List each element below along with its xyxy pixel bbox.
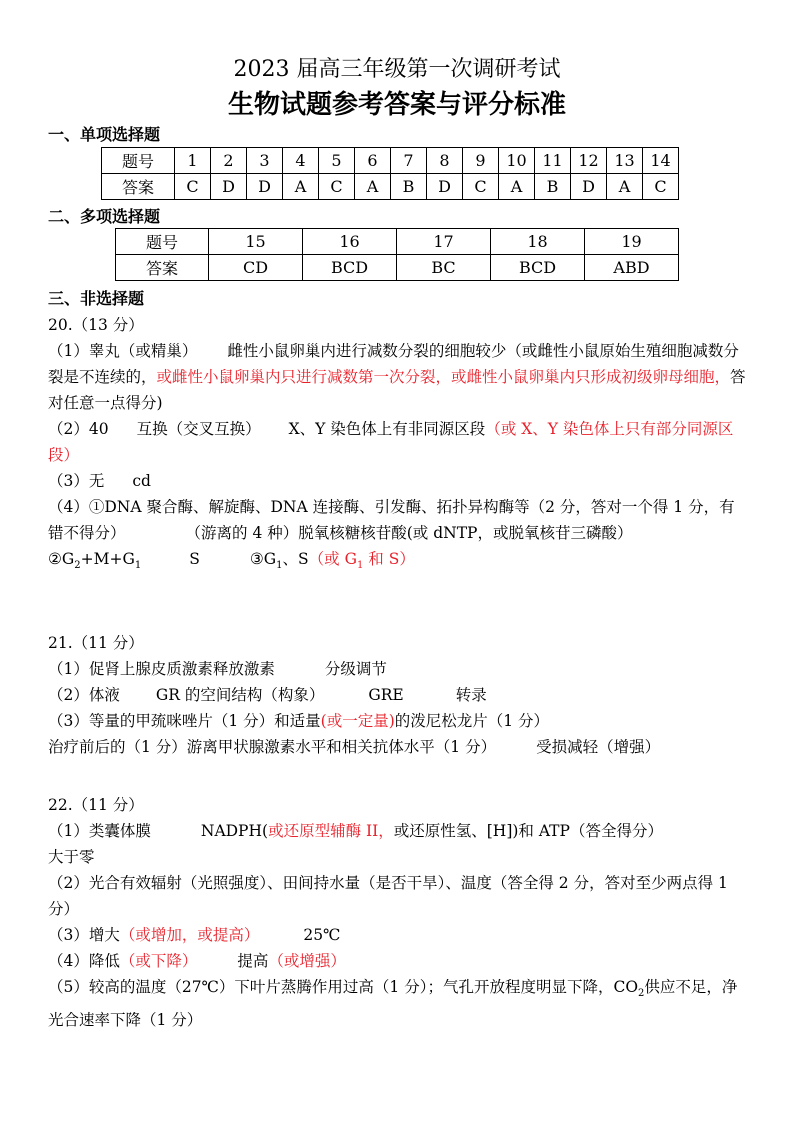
answer-text: 供应不足，净光合速率下降（1 分） <box>48 978 738 1030</box>
table-cell: 19 <box>585 229 679 255</box>
table-cell: 9 <box>463 148 499 174</box>
table-cell: C <box>643 174 679 200</box>
alternative-answer: （或增强） <box>268 952 346 970</box>
table-cell: BCD <box>491 255 585 281</box>
answer-line <box>48 948 748 974</box>
answer-text: ②G <box>48 550 75 568</box>
alternative-answer: 或雌性小鼠卵巢内只进行减数第一次分裂，或雌性小鼠卵巢内只形成初级卵母细胞， <box>156 368 731 386</box>
alternative-answer: （或下降） <box>119 952 198 970</box>
row-label: 答案 <box>116 255 209 281</box>
answer-line <box>48 338 748 416</box>
table-row <box>102 148 679 174</box>
answer-line <box>48 494 748 546</box>
answer-text: 互换（交叉互换） <box>136 420 261 438</box>
answer-line <box>48 708 748 734</box>
table-row <box>116 255 679 281</box>
answer-text: 治疗前后的（1 分）游离甲状腺激素水平和相关抗体水平（1 分） <box>48 738 497 756</box>
table-cell: A <box>607 174 643 200</box>
table-cell: D <box>571 174 607 200</box>
table-cell: 11 <box>535 148 571 174</box>
table-cell: 15 <box>209 229 303 255</box>
alternative-answer: (或一定量) <box>320 712 395 730</box>
row-label: 题号 <box>102 148 175 174</box>
answer-text: （4）降低 <box>48 952 120 970</box>
answer-text: （4）①DNA 聚合酶、解旋酶、DNA 连接酶、引发酶、拓扑异构酶等（2 分，答对一个得 1 分，有错不得分） <box>48 498 735 542</box>
answer-text: （游离的 4 种）脱氧核糖核苷酸(或 dNTP，或脱氧核苷三磷酸） <box>185 524 633 542</box>
answer-text: 和 S） <box>363 550 415 568</box>
answer-text: 雌性小鼠卵巢内进行减数分裂的细胞较少（或雌性小鼠原始生殖细胞减数分裂是不连续的， <box>48 342 739 386</box>
subscript: 1 <box>134 560 142 572</box>
subscript: 2 <box>74 560 81 572</box>
answer-text: 分级调节 <box>324 660 387 678</box>
table-cell: 14 <box>643 148 679 174</box>
answer-text: 提高 <box>237 952 269 970</box>
table-cell: ABD <box>585 255 679 281</box>
table-cell: D <box>211 174 247 200</box>
answer-text: 答对任意一点得分) <box>48 368 746 412</box>
question-20 <box>48 312 748 579</box>
answer-text: cd <box>132 472 151 490</box>
table-cell: A <box>355 174 391 200</box>
question-header: 21.（11 分） <box>48 634 144 652</box>
answer-text: （3）增大 <box>48 926 120 944</box>
alternative-answer: 或还原型辅酶 II， <box>268 822 394 840</box>
answer-text: （1）睾丸（或精巢） <box>48 342 198 360</box>
answer-line <box>48 682 748 708</box>
table-cell: C <box>319 174 355 200</box>
alternative-answer: （或增加，或提高） <box>119 926 260 944</box>
answer-text: （3）等量的甲巯咪唑片（1 分）和适量 <box>48 712 321 730</box>
table-cell: BCD <box>303 255 397 281</box>
answer-line <box>48 974 748 1033</box>
table-cell: 17 <box>397 229 491 255</box>
subscript: 2 <box>638 988 645 1000</box>
table-cell: 8 <box>427 148 463 174</box>
section-heading-single-choice: 一、单项选择题 <box>48 125 161 144</box>
table-cell: 10 <box>499 148 535 174</box>
answer-text: 转录 <box>455 686 487 704</box>
table-cell: 4 <box>283 148 319 174</box>
answer-text: （5）较高的温度（27℃）下叶片蒸腾作用过高（1 分）；气孔开放程度明显下降，CO <box>48 978 639 996</box>
table-cell: 5 <box>319 148 355 174</box>
answer-text: ③G <box>249 550 277 568</box>
alternative-answer: （或 X、Y 染色体上只有部分同源区段） <box>48 420 734 464</box>
table-cell: B <box>391 174 427 200</box>
answer-text: 25℃ <box>303 926 341 944</box>
table-row <box>102 174 679 200</box>
single-choice-table <box>101 147 679 200</box>
answer-line: 大于零 <box>48 848 95 866</box>
table-cell: 1 <box>175 148 211 174</box>
answer-text: 或还原性氢、[H])和 ATP（答全得分） <box>393 822 663 840</box>
subscript: 1 <box>276 560 283 572</box>
subscript: 1 <box>356 560 364 572</box>
table-cell: 16 <box>303 229 397 255</box>
table-cell: C <box>175 174 211 200</box>
table-cell: A <box>283 174 319 200</box>
table-cell: C <box>463 174 499 200</box>
question-header: 22.（11 分） <box>48 796 144 814</box>
table-cell: 13 <box>607 148 643 174</box>
table-cell: B <box>535 174 571 200</box>
answer-text: （2）体液 <box>48 686 120 704</box>
answer-line: （2）光合有效辐射（光照强度）、田间持水量（是否干旱）、温度（答全得 2 分，答对至少两点得 1 分） <box>48 874 728 918</box>
answer-line <box>48 416 748 468</box>
answer-text: 的泼尼松龙片（1 分） <box>394 712 550 730</box>
document-title: 生物试题参考答案与评分标准 <box>227 90 566 120</box>
question-22 <box>48 792 748 1033</box>
row-label: 答案 <box>102 174 175 200</box>
table-cell: 3 <box>247 148 283 174</box>
table-cell: D <box>427 174 463 200</box>
answer-text: （或 G <box>308 550 357 568</box>
answer-line <box>48 546 748 579</box>
answer-line <box>48 818 748 844</box>
table-row <box>116 229 679 255</box>
question-header: 20.（13 分） <box>48 316 144 334</box>
answer-text: （1）类囊体膜 <box>48 822 151 840</box>
section-heading-non-choice: 三、非选择题 <box>48 289 145 308</box>
table-cell: D <box>247 174 283 200</box>
multiple-choice-table <box>115 228 679 281</box>
answer-line <box>48 922 748 948</box>
answer-text: GRE <box>368 686 404 704</box>
table-cell: CD <box>209 255 303 281</box>
question-21 <box>48 630 748 760</box>
answer-text: （1）促肾上腺皮质激素释放激素 <box>48 660 275 678</box>
answer-text: （2）40 <box>48 420 109 438</box>
row-label: 题号 <box>116 229 209 255</box>
answer-line <box>48 734 748 760</box>
table-cell: 6 <box>355 148 391 174</box>
answer-text: S <box>189 550 200 568</box>
answer-text: （3）无 <box>48 472 105 490</box>
answer-text: +M+G <box>80 550 135 568</box>
table-cell: 18 <box>491 229 585 255</box>
table-cell: 2 <box>211 148 247 174</box>
table-cell: 12 <box>571 148 607 174</box>
answer-text: NADPH( <box>200 822 269 840</box>
answer-line <box>48 468 748 494</box>
answer-text: 、S <box>282 550 309 568</box>
exam-title: 2023 届高三年级第一次调研考试 <box>233 57 561 82</box>
alternative-answer <box>308 550 415 572</box>
answer-text: GR 的空间结构（构象） <box>155 686 325 704</box>
table-cell: 7 <box>391 148 427 174</box>
answer-text: X、Y 染色体上有非同源区段 <box>288 420 486 438</box>
section-heading-multiple-choice: 二、多项选择题 <box>48 207 161 226</box>
table-cell: BC <box>397 255 491 281</box>
answer-line <box>48 656 748 682</box>
answer-text: 受损减轻（增强） <box>536 738 661 756</box>
table-cell: A <box>499 174 535 200</box>
